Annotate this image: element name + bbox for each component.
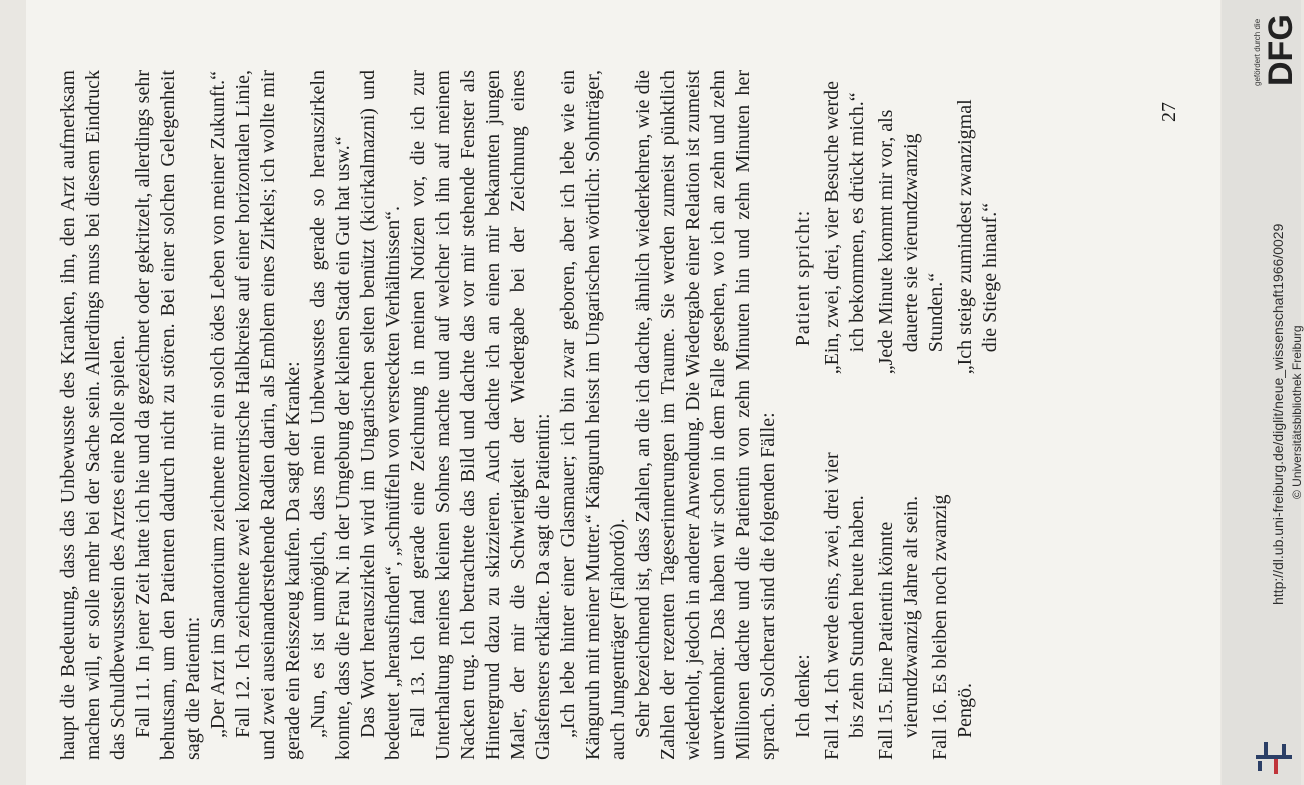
case-16-left: Fall 16. Es bleiben noch zwanzig Pengö. [929,494,976,760]
paragraph-fall-12: Fall 12. Ich zeichnete zwei konzentrische Halbkreise auf einer horizontalen Linie, und zwei auseinanderstehende Radien darin, als Emblem eines Zirkels; ich wollte mir gerade ein Reisszeug kaufen. Da sagt der Kranke: [232,70,304,760]
case-15-left: Fall 15. Eine Patientin könnte vierundzwanzig Jahre alt sein. [875,495,922,760]
paragraph-fall-11: Fall 11. In jener Zeit hatte ich hie und da gezeichnet oder gekritzelt, allerdings sehr behutsam, um den Patienten dadurch nicht zu stören. Bei einer solchen Gelegenheit sagt die Patientin: [132,70,204,760]
svg-text:DFG: DFG [1262,14,1300,86]
column-patient-spricht [791,70,1007,406]
ub-freiburg-logo-icon [1254,738,1294,778]
case-14-right: „Ein, zwei, drei, vier Besuche werde ich bekommen, es drückt mich.“ [821,81,868,375]
source-url[interactable] [1270,224,1286,785]
column-heading-left: Ich denke: [792,654,814,738]
paragraph-herauszirkeln: Das Wort herauszirkeln wird im Ungarischen selten benützt (kicirkalmazni) und bedeutet „herausfinden“, „schnüffeln von versteckten Verhältnissen“. [357,70,404,760]
case-14-left: Fall 14. Ich werde eins, zwei, drei vier bis zehn Stunden heute haben. [821,452,868,760]
copyright-text: © Universitätsbibliothek Freiburg [1290,325,1304,499]
paragraph-quote-2: „Nun, es ist unmöglich, dass mein Unbewusstes das gerade so herauszirkeln konnte, dass die Frau N. in der Umgebung der kleinen Stadt ein Gut hat usw.“ [307,70,354,760]
copyright-notice [1290,325,1304,785]
paragraph-quote-1: „Der Arzt im Sanatorium zeichnete mir ein solch ödes Leben von meiner Zukunft.“ [207,70,229,738]
dfg-logo-icon [1250,6,1300,90]
paragraph-fall-13: Fall 13. Ich fand gerade eine Zeichnung in meinen Notizen vor, die ich zur Unterhaltung meines kleinen Sohnes machte und auf welcher ich ihn auf meinem Nacken trug. Ich betrachtete das Bild und dachte das vor mir stehende Fenster als Hintergrund dazu zu skizzieren. Auch dachte ich an einen mir bekannten jungen Maler, der mir die Schwierigkeit der Wiedergabe bei der Zeichnung eines Glasfensters erklärte. Da sagt die Patientin: [407,70,554,760]
source-url-text[interactable]: http://dl.ub.uni-freiburg.de/diglit/neue_wissenschaft1966/0029 [1270,223,1286,605]
paragraph-1: haupt die Bedeutung, dass das Unbewusste des Kranken, ihn, den Arzt aufmerksam machen will, er solle mehr bei der Sache sein. Allerdings muss bei diesem Eindruck das Schuldbewusstsein des Arztes eine Rolle spielen. [57,70,129,760]
page-body [56,70,1186,760]
paragraph-quote-3: „Ich lebe hinter einer Glasmauer; ich bin zwar geboren, aber ich lebe wie ein Känguruh mit meiner Mutter.“ Känguruh heisst im Ungarischen wörtlich: Sohnträger, auch Jungenträger (Fiahordó). [557,70,629,760]
svg-text:gefördert durch die: gefördert durch die [1253,18,1262,86]
column-heading-right: Patient spricht: [792,209,814,347]
comparison-columns [791,70,1007,760]
case-16-right: „Ich steige zumindest zwanzigmal die Stiege hinauf.“ [954,99,1001,375]
column-ich-denke [791,446,1007,760]
paragraph-zahlen: Sehr bezeichnend ist, dass Zahlen, an die ich dachte, ähnlich wiederkehren, wie die Zahlen der rezenten Tageserinnerungen im Traume. Sie werden zumeist pünktlich wiederholt, jedoch in anderer Anwendung. Die Wiedergabe einer Relation ist zumeist unverkennbar. Das haben wir schon in dem Falle gesehen, wo ich an zehn und zehn Millionen dachte und die Patientin von zehn Minuten hin und zehn Minuten her sprach. Solcherart sind die folgenden Fälle: [632,70,779,760]
case-15-right: „Jede Minute kommt mir vor, als dauerte sie vierundzwanzig Stunden.“ [875,109,947,375]
page-number: 27 [1158,102,1180,122]
